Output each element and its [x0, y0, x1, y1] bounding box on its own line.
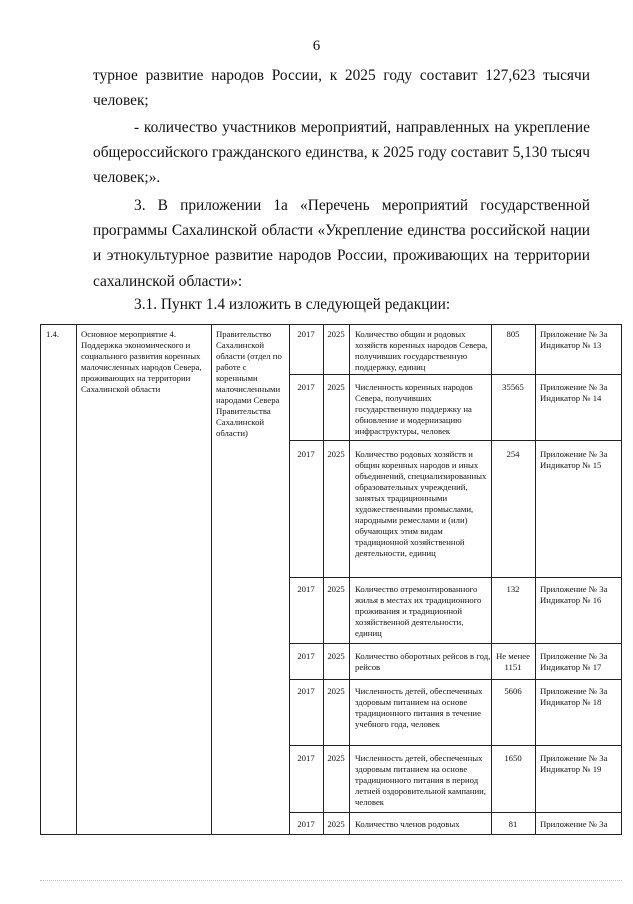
- end-year: 2025: [327, 819, 345, 829]
- indicator-text: Численность детей, обеспеченных здоровым питанием на основе традиционного питания в период летней оздоровительной кампании, человек: [355, 753, 486, 807]
- indicator-reference: Приложение № 3а Индикатор № 13: [540, 329, 608, 350]
- indicator-text: Количество общин и родовых хозяйств коренных народов Севера, получивших государственную поддержку, единиц: [355, 329, 488, 372]
- column-divider: [535, 325, 536, 834]
- activities-table: [40, 324, 622, 835]
- column-divider: [211, 325, 212, 834]
- end-year: 2025: [327, 686, 345, 696]
- start-year: 2017: [297, 753, 315, 763]
- start-year: 2017: [297, 584, 315, 594]
- end-year: 2025: [327, 449, 345, 459]
- start-year: 2017: [297, 329, 315, 339]
- start-year: 2017: [297, 686, 315, 696]
- indicator-text: Количество отремонтированного жилья в местах их традиционного проживания и традиционной хозяйственной деятельности, единиц: [355, 584, 482, 638]
- indicator-reference: Приложение № 3а Индикатор № 19: [540, 753, 608, 774]
- end-year: 2025: [327, 753, 345, 763]
- start-year: 2017: [297, 382, 315, 392]
- indicator-value: 5606: [504, 686, 522, 696]
- indicator-reference: Приложение № 3а Индикатор № 14: [540, 382, 608, 403]
- executor-name: Правительство Сахалинской области (отдел по работе с коренными малочисленными народами Севера Правительства Сахалинской области): [216, 329, 282, 438]
- row-divider: [289, 374, 621, 375]
- row-divider: [289, 440, 621, 441]
- indicator-reference: Приложение № 3а Индикатор № 18: [540, 686, 608, 707]
- page-number: 6: [312, 38, 321, 54]
- indicator-value: 1650: [504, 753, 522, 763]
- indicator-text: Количество членов родовых: [355, 819, 460, 829]
- activity-name: Основное мероприятие 4. Поддержка экономического и социального развития коренных малочисленных народов Севера, проживающих на территории Сахалинской области: [81, 329, 202, 394]
- indicator-value: 132: [506, 584, 520, 594]
- end-year: 2025: [327, 651, 345, 661]
- indicator-reference: Приложение № 3а: [540, 819, 608, 829]
- indicator-text: Численность коренных народов Севера, получивших государственную поддержку на обновление и модернизацию инфраструктуры, человек: [355, 382, 473, 436]
- paragraph-appendix: 3. В приложении 1а «Перечень мероприятий государственной программы Сахалинской области «Укрепление единства российской нации и этнокультурное развитие народов России, проживающих на территории сахалинской области»:: [93, 197, 590, 290]
- indicator-value: 254: [506, 449, 520, 459]
- column-divider: [76, 325, 77, 834]
- row-divider: [289, 745, 621, 746]
- paragraph-continuation: турное развитие народов России, к 2025 году составит 127,623 тысячи человек;: [93, 67, 590, 110]
- paragraph-item-edit: 3.1. Пункт 1.4 изложить в следующей редакции:: [134, 296, 451, 313]
- start-year: 2017: [297, 449, 315, 459]
- indicator-value: Не менее 1151: [495, 651, 531, 672]
- row-divider: [289, 643, 621, 644]
- indicator-value: 805: [506, 329, 520, 339]
- start-year: 2017: [297, 651, 315, 661]
- end-year: 2025: [327, 584, 345, 594]
- indicator-value: 35565: [502, 382, 524, 392]
- row-divider: [289, 577, 621, 578]
- indicator-text: Количество родовых хозяйств и общин коренных народов и иных объединений, специализированных образовательных учреждений, занятых традиционными художественными промыслами, народными ремеслами и (или) обучающих этим видам традиционной хозяйственной деятельности, единиц: [355, 449, 487, 558]
- end-year: 2025: [327, 329, 345, 339]
- start-year: 2017: [297, 819, 315, 829]
- indicator-text: Количество оборотных рейсов в год, рейсов: [355, 651, 491, 672]
- indicator-value: 81: [508, 819, 518, 829]
- paragraph-participants: - количество участников мероприятий, направленных на укрепление общероссийского гражданского единства, к 2025 году составит 5,130 тысяч человек;».: [93, 119, 590, 187]
- indicator-text: Численность детей, обеспеченных здоровым питанием на основе традиционного питания в течение учебного года, человек: [355, 686, 483, 729]
- indicator-reference: Приложение № 3а Индикатор № 15: [540, 449, 608, 470]
- item-number: 1.4.: [46, 329, 60, 339]
- row-divider: [289, 679, 621, 680]
- column-divider: [349, 325, 350, 834]
- scan-edge-dots: [40, 880, 622, 881]
- row-divider: [289, 812, 621, 813]
- indicator-reference: Приложение № 3а Индикатор № 16: [540, 584, 608, 605]
- indicator-reference: Приложение № 3а Индикатор № 17: [540, 651, 608, 672]
- end-year: 2025: [327, 382, 345, 392]
